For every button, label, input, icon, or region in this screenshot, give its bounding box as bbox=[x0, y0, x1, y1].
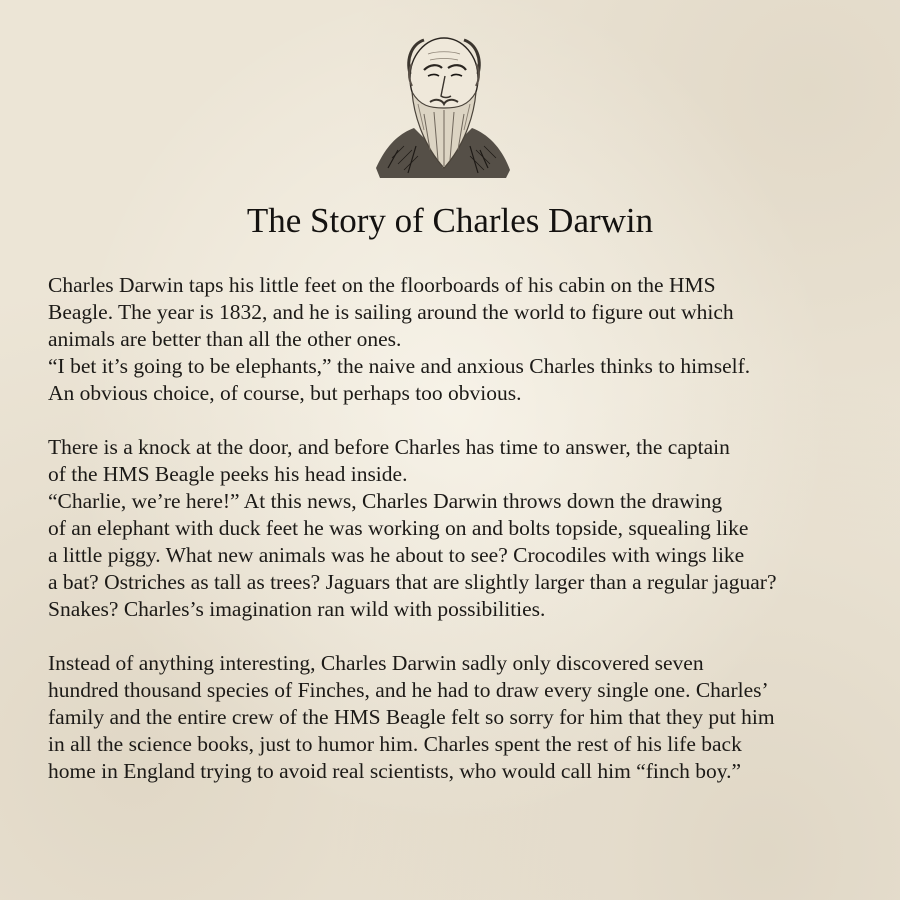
story-paragraph-3 bbox=[48, 650, 888, 785]
story-paragraph-1 bbox=[48, 272, 888, 407]
text-line: of the HMS Beagle peeks his head inside. bbox=[48, 462, 408, 486]
text-line: of an elephant with duck feet he was working on and bolts topside, squealing like bbox=[48, 516, 749, 540]
text-line: Beagle. The year is 1832, and he is sailing around the world to figure out which bbox=[48, 300, 734, 324]
text-line: There is a knock at the door, and before Charles has time to answer, the captain bbox=[48, 435, 730, 459]
text-line: “Charlie, we’re here!” At this news, Charles Darwin throws down the drawing bbox=[48, 489, 723, 513]
text-line: Instead of anything interesting, Charles Darwin sadly only discovered seven bbox=[48, 651, 704, 675]
text-line: family and the entire crew of the HMS Beagle felt so sorry for him that they put him bbox=[48, 705, 775, 729]
text-line: a little piggy. What new animals was he about to see? Crocodiles with wings like bbox=[48, 543, 745, 567]
text-line: An obvious choice, of course, but perhaps too obvious. bbox=[48, 381, 522, 405]
text-line: in all the science books, just to humor him. Charles spent the rest of his life back bbox=[48, 732, 742, 756]
page-title: The Story of Charles Darwin bbox=[246, 201, 654, 240]
text-line: Charles Darwin taps his little feet on the floorboards of his cabin on the HMS bbox=[48, 273, 716, 297]
text-line: “I bet it’s going to be elephants,” the naive and anxious Charles thinks to himself. bbox=[48, 354, 751, 378]
darwin-portrait-illustration bbox=[368, 18, 518, 198]
text-line: hundred thousand species of Finches, and he had to draw every single one. Charles’ bbox=[48, 678, 769, 702]
text-line: a bat? Ostriches as tall as trees? Jaguars that are slightly larger than a regular jaguar? bbox=[48, 570, 777, 594]
text-line: Snakes? Charles’s imagination ran wild with possibilities. bbox=[48, 597, 546, 621]
text-line: animals are better than all the other ones. bbox=[48, 327, 402, 351]
story-paragraph-2 bbox=[48, 434, 888, 623]
story-body bbox=[48, 272, 888, 812]
text-line: home in England trying to avoid real scientists, who would call him “finch boy.” bbox=[48, 759, 742, 783]
